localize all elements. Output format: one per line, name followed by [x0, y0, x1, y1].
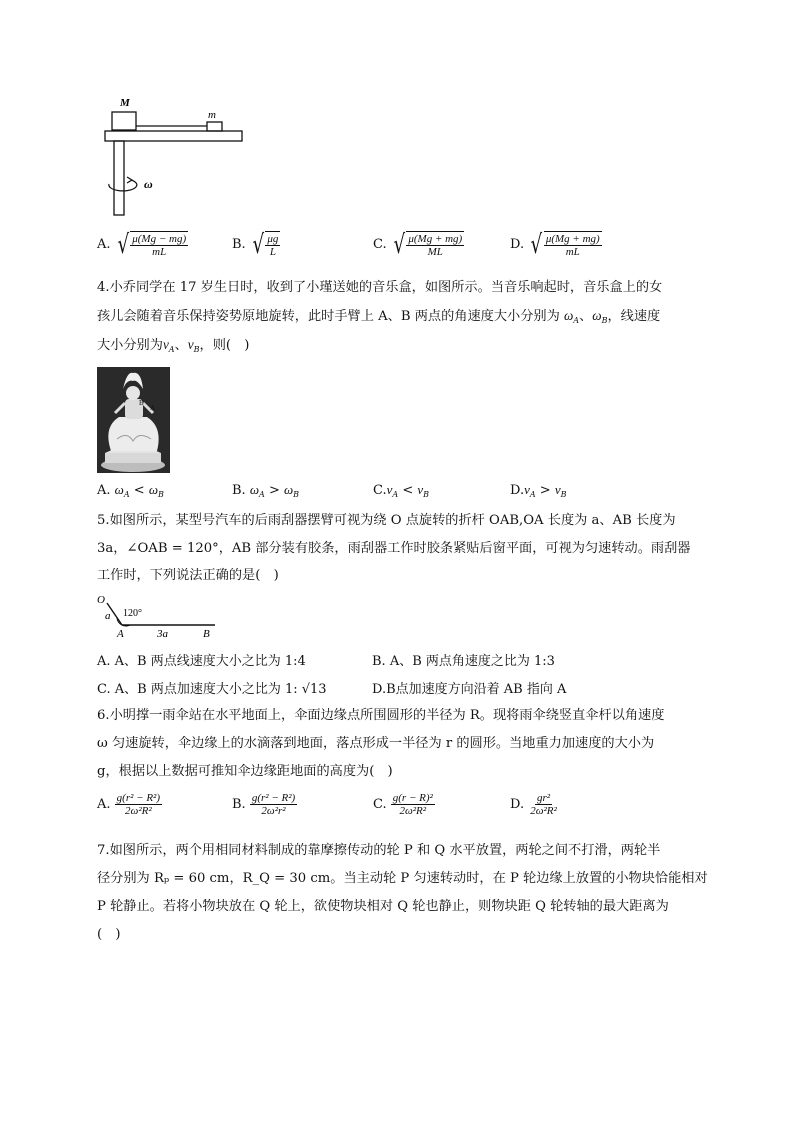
music-box-photo: [97, 367, 170, 473]
q4-option-d[interactable]: $D.v_A > v_B$: [510, 482, 567, 499]
q4-line-1: 4.小乔同学在 17 岁生日时，收到了小瑾送她的音乐盒，如图所示。当音乐响起时，音乐盒上的女: [97, 280, 663, 295]
q4-option-a[interactable]: A. $\omega_A < \omega_B$: [97, 482, 164, 499]
q7-line-3: P 轮静止。若将小物块放在 Q 轮上，欲使物块相对 Q 轮也静止，则物块距 Q 轮转轴的最大距离为: [97, 899, 669, 914]
q6-option-c[interactable]: C. $\frac{\text{g(r − R)²}}{\text{2ω²R²}}$: [373, 792, 433, 817]
q5-line-2: 3a，∠OAB = 120°，AB 部分装有胶条，雨刮器工作时胶条紧贴后窗平面，可视为匀速转动。雨刮器: [97, 541, 691, 556]
q3-option-a[interactable]: A. √ $\frac{\mu(Mg - mg)}{mL}$: [97, 229, 187, 260]
turntable-plate: [105, 131, 242, 141]
q6-option-b[interactable]: B. $\frac{\text{g(r² − R²)}}{\text{2ω²r²}}$: [232, 792, 296, 817]
label-3a: 3a: [157, 628, 168, 640]
q6-line-2: ω 匀速旋转，伞边缘上的水滴落到地面，落点形成一半径为 r 的圆形。当地重力加速度的大小为: [97, 736, 655, 751]
q4-line-2: 孩儿会随着音乐保持姿势原地旋转，此时手臂上 A、B 两点的角速度大小分别为 $\omega_A$、$\omega_B$，线速度: [97, 308, 661, 325]
label-M: M: [120, 97, 130, 109]
label-a-length: a: [105, 610, 111, 622]
label-point-b: B: [203, 628, 210, 640]
q5-option-d[interactable]: D.B点加速度方向沿着 AB 指向 A: [372, 682, 567, 697]
label-angle: 120°: [123, 608, 142, 619]
q7-line-1: 7.如图所示，两个用相同材料制成的靠摩擦传动的轮 P 和 Q 水平放置，两轮之间不打滑，两轮半: [97, 843, 661, 858]
q5-option-b[interactable]: B. A、B 两点角速度之比为 1:3: [372, 654, 555, 669]
q5-line-1: 5.如图所示，某型号汽车的后雨刮器摆臂可视为绕 O 点旋转的折杆 OAB,OA 长度为 a、AB 长度为: [97, 513, 676, 528]
q6-line-1: 6.小明撑一雨伞站在水平地面上，伞面边缘点所围圆形的半径为 R。现将雨伞绕竖直伞杆以角速度: [97, 708, 665, 723]
q5-option-c[interactable]: C. A、B 两点加速度大小之比为 1: √13: [97, 682, 327, 697]
q6-line-3: g，根据以上数据可推知伞边缘距地面的高度为( ): [97, 764, 393, 779]
shaft: [114, 141, 124, 215]
photo-label-b: B: [139, 399, 144, 407]
q5-line-3: 工作时，下列说法正确的是( ): [97, 568, 279, 583]
q7-line-4: ( ): [97, 927, 121, 942]
photo-label-a: A: [150, 404, 156, 412]
q6-option-a[interactable]: A. $\frac{\text{g(r² − R²)}}{\text{2ω²R²}}$: [97, 792, 161, 817]
block-M: [112, 112, 136, 130]
q4-option-b[interactable]: B. $\omega_A > \omega_B$: [232, 482, 300, 499]
q5-option-a[interactable]: A. A、B 两点线速度大小之比为 1:4: [97, 654, 306, 669]
wiper-figure: [95, 593, 225, 643]
label-o: O: [97, 594, 105, 606]
rotation-arrow: [109, 180, 137, 191]
q4-option-c[interactable]: $C.v_A < v_B$: [373, 482, 430, 499]
q3-option-d[interactable]: D. √ $\frac{\mu(Mg + mg)}{mL}$: [510, 229, 600, 260]
q3-option-c[interactable]: C. √ $\frac{\mu(Mg + mg)}{ML}$: [373, 229, 463, 260]
q7-line-2: 径分别为 Rₚ = 60 cm，R_Q = 30 cm。当主动轮 P 匀速转动时，在 P 轮边缘上放置的小物块恰能相对: [97, 871, 708, 886]
label-m: m: [208, 109, 216, 121]
label-omega: ω: [144, 177, 153, 191]
turntable-figure: [100, 92, 250, 217]
label-point-a: A: [117, 628, 124, 640]
q6-option-d[interactable]: D. $\frac{\text{gr²}}{\text{2ω²R²}}$: [510, 792, 557, 817]
block-m: [207, 122, 222, 131]
q4-line-3: 大小分别为$v_A$、$v_B$，则( ): [97, 337, 250, 354]
q3-option-b[interactable]: B. √ $\frac{\mu g}{L}$: [232, 229, 279, 260]
